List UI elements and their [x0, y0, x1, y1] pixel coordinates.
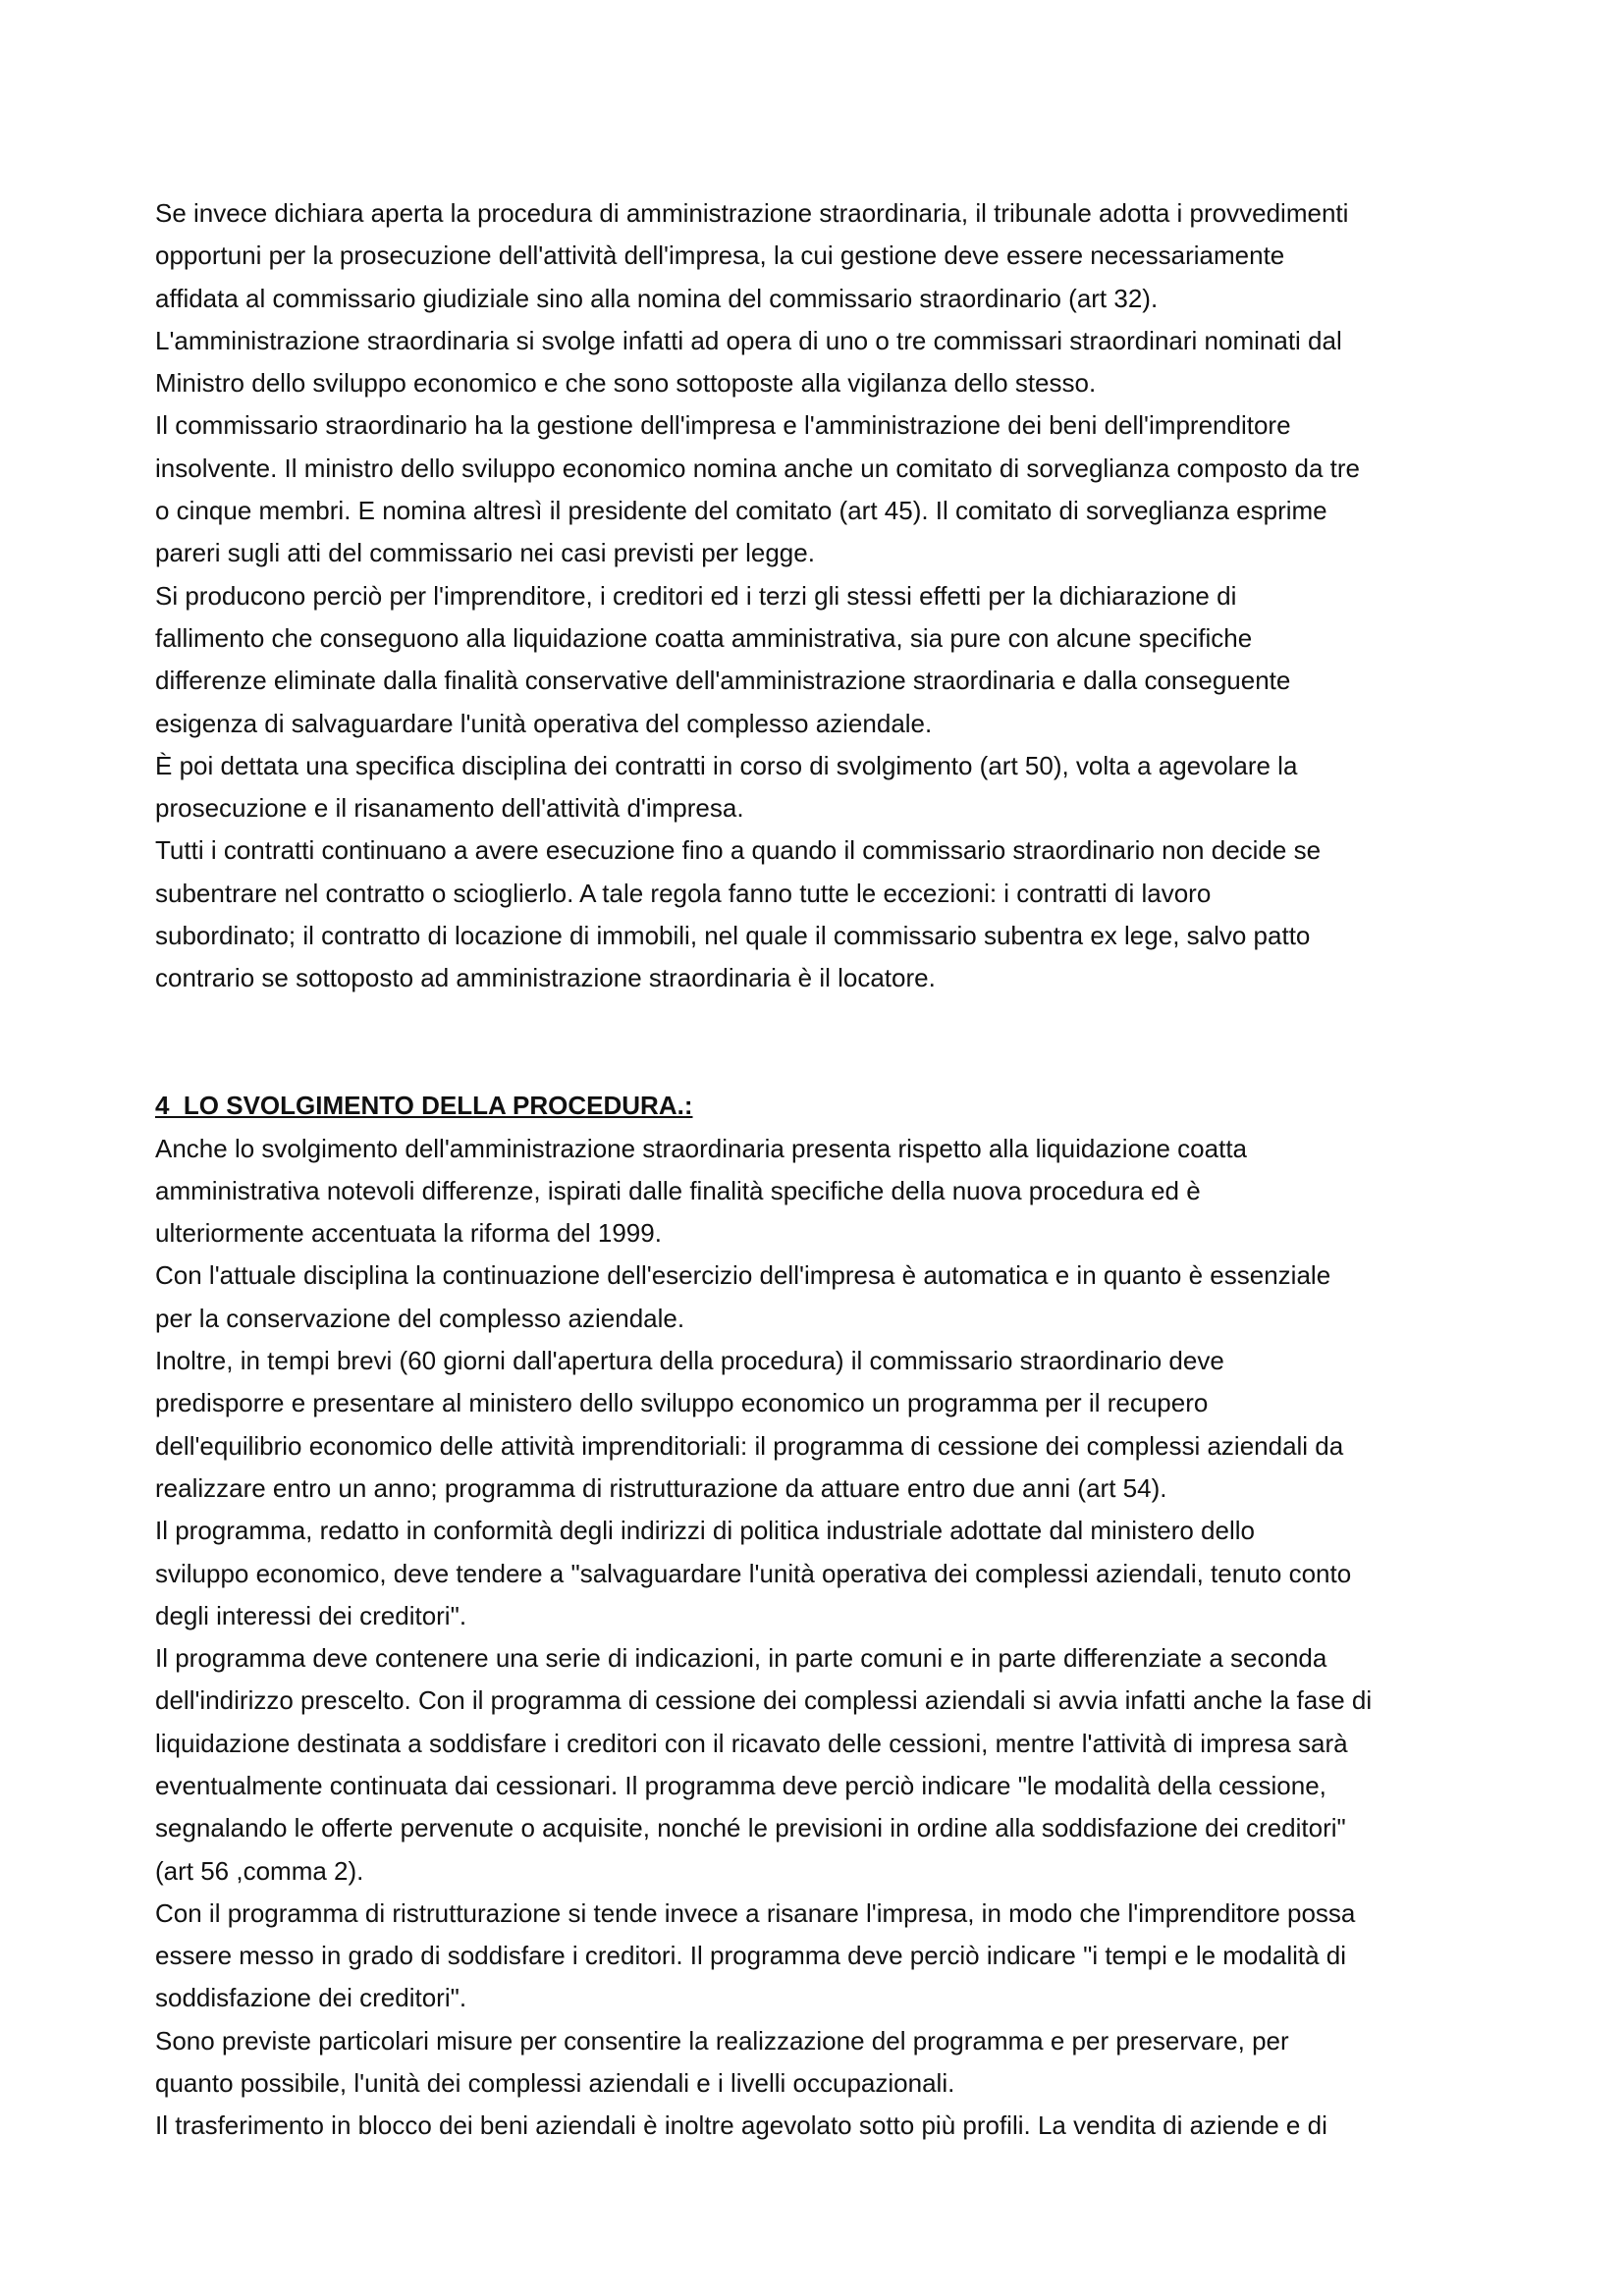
- text-line: Anche lo svolgimento dell'amministrazione straordinaria presenta rispetto alla liquidazione coatta: [155, 1133, 1248, 1163]
- text-line: Se invece dichiara aperta la procedura di amministrazione straordinaria, il tribunale adotta i provvedimenti: [155, 198, 1349, 228]
- text-line: esigenza di salvaguardare l'unità operativa del complesso aziendale.: [155, 708, 933, 738]
- text-line: Il programma, redatto in conformità degli indirizzi di politica industriale adottate dal ministero dello: [155, 1516, 1255, 1546]
- text-line: per la conservazione del complesso aziendale.: [155, 1303, 685, 1333]
- text-line: Il programma deve contenere una serie di indicazioni, in parte comuni e in parte differenziate a seconda: [155, 1643, 1327, 1674]
- text-line: soddisfazione dei creditori".: [155, 1983, 467, 2013]
- text-line: sviluppo economico, deve tendere a "salvaguardare l'unità operativa dei complessi aziendali, tenuto conto: [155, 1558, 1352, 1588]
- paragraph-section-1: [155, 192, 1481, 1000]
- text-line: pareri sugli atti del commissario nei casi previsti per legge.: [155, 538, 815, 568]
- section-heading: 4_LO SVOLGIMENTO DELLA PROCEDURA.:: [155, 1091, 693, 1121]
- text-line: L'amministrazione straordinaria si svolge infatti ad opera di uno o tre commissari straordinari nominati dal: [155, 325, 1342, 355]
- text-line: degli interessi dei creditori".: [155, 1600, 467, 1630]
- section-spacer: [155, 1000, 1481, 1086]
- text-line: È poi dettata una specifica disciplina dei contratti in corso di svolgimento (art 50), volta a agevolare la: [155, 750, 1298, 780]
- text-line: quanto possibile, l'unità dei complessi aziendali e i livelli occupazionali.: [155, 2068, 955, 2099]
- text-line: Tutti i contratti continuano a avere esecuzione fino a quando il commissario straordinario non decide se: [155, 835, 1322, 866]
- text-line: insolvente. Il ministro dello sviluppo economico nomina anche un comitato di sorveglianza composto da tre: [155, 453, 1360, 483]
- text-line: dell'indirizzo prescelto. Con il programma di cessione dei complessi aziendali si avvia infatti anche la fase di: [155, 1685, 1373, 1716]
- text-line: amministrativa notevoli differenze, ispirati dalle finalità specifiche della nuova procedura ed è: [155, 1175, 1201, 1205]
- text-line: Sono previste particolari misure per consentire la realizzazione del programma e per preservare, per: [155, 2025, 1289, 2056]
- text-line: fallimento che conseguono alla liquidazione coatta amministrativa, sia pure con alcune specifiche: [155, 622, 1253, 653]
- text-line: (art 56 ,comma 2).: [155, 1855, 364, 1886]
- text-line: Il commissario straordinario ha la gestione dell'impresa e l'amministrazione dei beni dell'imprenditore: [155, 410, 1291, 441]
- text-line: dell'equilibrio economico delle attività imprenditoriali: il programma di cessione dei complessi aziendali da: [155, 1430, 1344, 1461]
- text-line: realizzare entro un anno; programma di ristrutturazione da attuare entro due anni (art 54).: [155, 1472, 1167, 1503]
- text-line: contrario se sottoposto ad amministrazione straordinaria è il locatore.: [155, 963, 936, 993]
- text-line: opportuni per la prosecuzione dell'attività dell'impresa, la cui gestione deve essere necessariamente: [155, 240, 1285, 271]
- text-line: affidata al commissario giudiziale sino alla nomina del commissario straordinario (art 32).: [155, 283, 1159, 313]
- text-line: Il trasferimento in blocco dei beni aziendali è inoltre agevolato sotto più profili. La vendita di aziende e di: [155, 2110, 1327, 2141]
- text-line: eventualmente continuata dai cessionari. Il programma deve perciò indicare "le modalità della cessione,: [155, 1770, 1326, 1800]
- document-body: [155, 192, 1481, 2148]
- text-line: predisporre e presentare al ministero dello sviluppo economico un programma per il recupero: [155, 1388, 1209, 1418]
- text-line: ulteriormente accentuata la riforma del 1999.: [155, 1218, 662, 1249]
- text-line: o cinque membri. E nomina altresì il presidente del comitato (art 45). Il comitato di sorveglianza esprime: [155, 496, 1327, 526]
- text-line: prosecuzione e il risanamento dell'attività d'impresa.: [155, 793, 744, 824]
- text-line: subentrare nel contratto o scioglierlo. A tale regola fanno tutte le eccezioni: i contratti di lavoro: [155, 878, 1212, 908]
- text-line: differenze eliminate dalla finalità conservative dell'amministrazione straordinaria e dalla conseguente: [155, 666, 1291, 696]
- text-line: essere messo in grado di soddisfare i creditori. Il programma deve perciò indicare "i tempi e le modalità di: [155, 1941, 1347, 1971]
- text-line: liquidazione destinata a soddisfare i creditori con il ricavato delle cessioni, mentre l'attività di impresa sarà: [155, 1728, 1348, 1758]
- text-line: Ministro dello sviluppo economico e che sono sottoposte alla vigilanza dello stesso.: [155, 368, 1097, 399]
- text-line: subordinato; il contratto di locazione di immobili, nel quale il commissario subentra ex lege, salvo patto: [155, 921, 1311, 951]
- text-line: Con l'attuale disciplina la continuazione dell'esercizio dell'impresa è automatica e in quanto è essenziale: [155, 1260, 1331, 1291]
- text-line: Inoltre, in tempi brevi (60 giorni dall'apertura della procedura) il commissario straordinario deve: [155, 1346, 1224, 1376]
- paragraph-section-2: [155, 1085, 1481, 2147]
- text-line: Si producono perciò per l'imprenditore, i creditori ed i terzi gli stessi effetti per la dichiarazione di: [155, 580, 1237, 611]
- text-line: segnalando le offerte pervenute o acquisite, nonché le previsioni in ordine alla soddisfazione dei creditori": [155, 1813, 1346, 1843]
- text-line: Con il programma di ristrutturazione si tende invece a risanare l'impresa, in modo che l'imprenditore possa: [155, 1897, 1356, 1928]
